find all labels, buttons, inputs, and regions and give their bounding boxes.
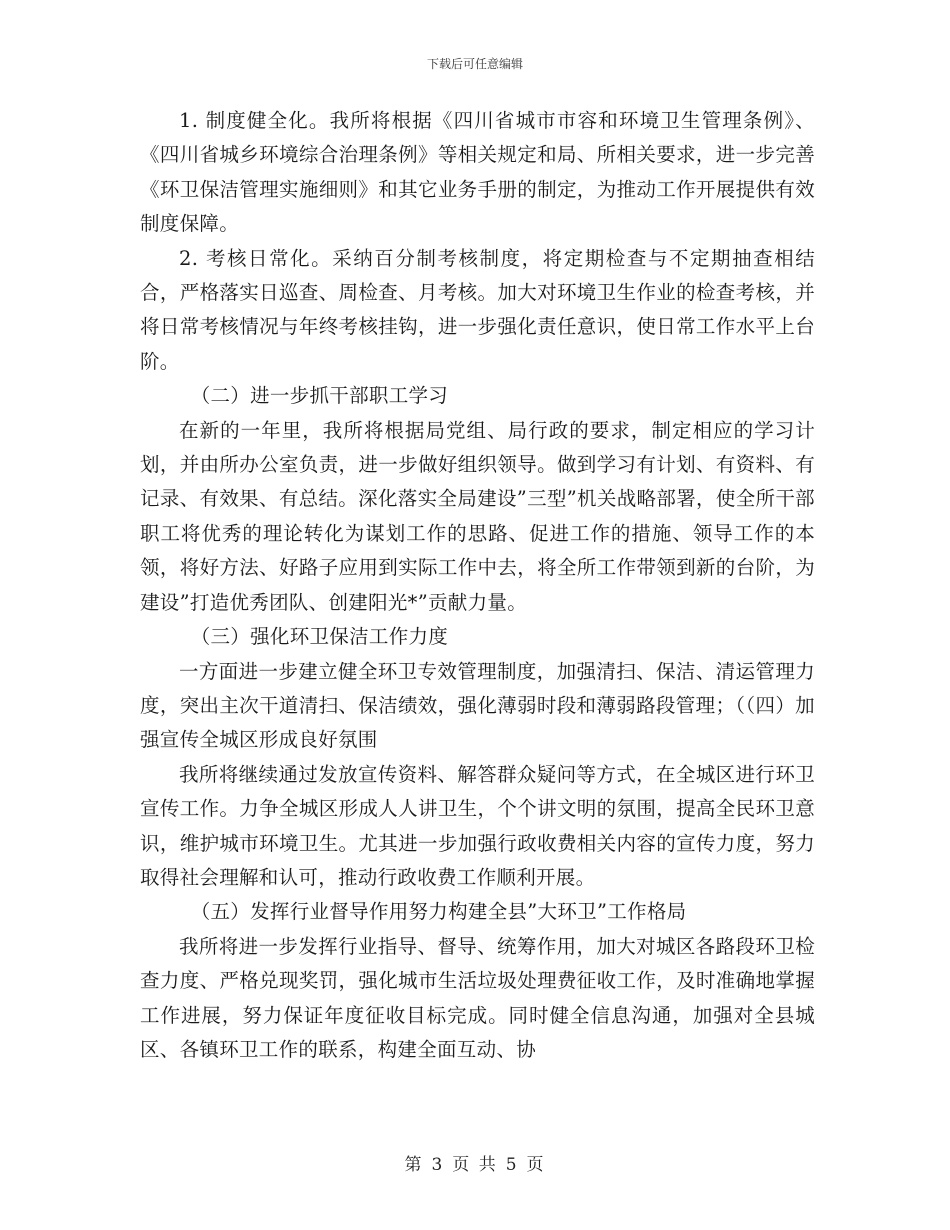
footer-mid: 页 共 [452, 1155, 498, 1175]
page-number-footer [0, 1150, 950, 1175]
paragraph-routine-assessment: 2. 考核日常化。采纳百分制考核制度，将定期检查与不定期抽查相结合，严格落实日巡查、周检查、月考核。加大对环境卫生作业的检查考核，并将日常考核情况与年终考核挂钩，进一步强化责任意识，使日常工作水平上台阶。 [140, 246, 815, 373]
paragraph-cleaning-management: 一方面进一步建立健全环卫专效管理制度，加强清扫、保洁、清运管理力度，突出主次干道清扫、保洁绩效，强化薄弱时段和薄弱路段管理；（（四）加强宣传全城区形成良好氛围 [140, 659, 815, 752]
paragraph-study-plan: 在新的一年里，我所将根据局党组、局行政的要求，制定相应的学习计划，并由所办公室负责，进一步做好组织领导。做到学习有计划、有资料、有记录、有效果、有总结。深化落实全局建设”三型”机关战略部署，使全所干部职工将优秀的理论转化为谋划工作的思路、促进工作的措施、领导工作的本领，将好方法、好路子应用到实际工作中去，将全所工作带领到新的台阶，为建设”打造优秀团队、创建阳光*”贡献力量。 [140, 418, 815, 614]
total-page-number: 5 [505, 1155, 519, 1175]
paragraph-supervision-details: 我所将进一步发挥行业指导、督导、统筹作用，加大对城区各路段环卫检查力度、严格兑现奖罚，强化城市生活垃圾处理费征收工作，及时准确地掌握工作进展，努力保证年度征收目标完成。同时健全信息沟通，加强对全县城区、各镇环卫工作的联系，构建全面互动、协 [140, 934, 815, 1061]
paragraph-publicity: 我所将继续通过发放宣传资料、解答群众疑问等方式，在全城区进行环卫宣传工作。力争全城区形成人人讲卫生，个个讲文明的氛围，提高全民环卫意识，维护城市环境卫生。尤其进一步加强行政收费相关内容的宣传力度，努力取得社会理解和认可，推动行政收费工作顺利开展。 [140, 762, 815, 889]
section-heading-cleaning-effort: （三）强化环卫保洁工作力度 [190, 625, 449, 649]
section-heading-staff-study: （二）进一步抓干部职工学习 [190, 384, 449, 408]
footer-prefix: 第 [404, 1155, 424, 1175]
footer-suffix: 页 [526, 1155, 546, 1175]
paragraph-system-improvement: 1. 制度健全化。我所将根据《四川省城市市容和环境卫生管理条例》、《四川省城乡环境综合治理条例》等相关规定和局、所相关要求，进一步完善《环卫保洁管理实施细则》和其它业务手册的制定，为推动工作开展提供有效制度保障。 [140, 109, 815, 236]
current-page-number: 3 [431, 1155, 445, 1175]
document-body [140, 104, 815, 1067]
section-heading-industry-supervision: （五）发挥行业督导作用努力构建全县”大环卫”工作格局 [190, 900, 687, 924]
page-header-note: 下载后可任意编辑 [426, 57, 523, 71]
